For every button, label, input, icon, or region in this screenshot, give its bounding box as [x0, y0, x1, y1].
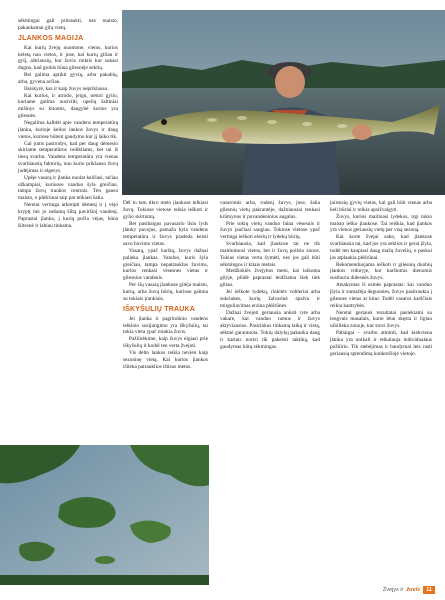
paragraph: Pažiūrėkime, kaip žuvys elgiasi prie iškyšulių ir kodėl ten verta žvejoti.	[123, 336, 208, 350]
paragraph: įnirtusių gyvių vietas, kai gali būti vienas arba keli būriai ir reikia apsižvalgyti.	[330, 200, 432, 213]
paragraph: Per šių vasarą įlankose gilėja maisto, kurių, arba žuvų būrių, kuriose galima su tokiais įrankiais.	[123, 282, 208, 302]
text-column-3	[220, 200, 320, 585]
text-column-4	[330, 200, 432, 575]
paragraph: Negalima kalbėti apie vandens temperatūrą įlanka, kurioje kelios lankos žuvys ir daug vietos, kuriose būtent gaudymo kur jį laiko tik.	[18, 119, 118, 140]
paragraph: Bet pasibaigus pavasario ilsiu lyds įlanky pavojus, pamažu kyla vandens temperatūra ir žuvys pradeda keisti savo buvimo vietas.	[123, 220, 208, 248]
paragraph: Neretai geriausi rezultatai pasiekiami su lengvais masalais, kurie lėtai skęsta ir ilgiau užsilieka zonoje, kur stovi žuvys.	[330, 309, 432, 330]
paragraph: Gal jums pasirodys, kad per daug dėmesio skiriame temperatūros rodikliams, bet tai iš tiesų svarbu. Vandens temperatūra yra vienas svarbiausių faktorių, nuo kurio priklauso žuvų judėjimas ir elgesys.	[18, 140, 118, 174]
page-footer	[383, 586, 435, 594]
paragraph: Upėje vasarą ir įlanka nuolat keičiasi, tačiau užkampiai, kuriuose vanduo šyla greičiau, tampa žuvų traukos centrais. Ten gausu maisto, o plėšrūnai taip pat telkiasi šalia.	[18, 174, 118, 202]
man-holding-pike-fish-photo	[122, 10, 445, 195]
paragraph: Medžioklės žvejybos metu, kai laikoma gilyje, plūdė paprastai leidžiama šiek tiek giliau.	[220, 268, 320, 289]
paragraph: Žuvys, kurios maitinasi lydekos, irgi tokio maisto ieško įlankose. Tai reiškia, kad įlankos yra vienos geriausių vietų per visą sezoną.	[330, 213, 432, 234]
paragraph: Jei įlanka ir pagrindinio vandens telkinio susijungimo yra iškyšulių, tai tokia vieta ypač traukia žuvis.	[123, 315, 208, 336]
paragraph: vasaromis arba, rudenį žuvys, jose, šalia gilesnių vietų pakrantėje, dažniausiai renkasi krūmynus ir povandeninius augalus.	[220, 200, 320, 220]
paragraph: Kai kurios, ir atrodo, jeigu, neturi gylio, kuriame galima nusivilti, upelių šaltiniai mišinys su kitomis, daugybė kurios yra gilesnės.	[18, 92, 118, 120]
paragraph: Kai kurių žvejų nuomone, vietos, kurios keletą nuo vietos, ir jose, kai kurių giliau ir gylį, aštriausių, kur žuvis rinktis kur sukasi dugno, kad grobis būna gilesnėje seklių.	[18, 44, 118, 72]
page-number: 11	[423, 586, 435, 594]
paragraph: Kai kurie žvejai sako, kad įlankose svarbiausia tai, kad jos yra seklios ir gerai įšyla, todėl ten kaupiasi daug mažų žuvelių, o paskui jas atplaukia plėšrūnai.	[330, 234, 432, 261]
intro-paragraph: sėkmingai gali pritraukti, nes maisto, pakankamai gilų vietų.	[18, 18, 118, 31]
paragraph: Svarbiausia, kad įlankose tai ne tik maitinimosi vietos, bet ir žuvų poilsio zonos. Tokias vietas verta žymėti, nes jos gali būti sėkmingos ir kitais metais.	[220, 241, 320, 268]
paragraph: Vis dėlto lankos reikia nevien kaip sezoninę vietą. Kai kurios įlankos išlieka patrauklios ištisus metus.	[123, 349, 208, 370]
section-heading-bays: JLANKOS MAGIJA	[18, 34, 84, 42]
magazine-name-prefix: Žvejys ir	[382, 587, 404, 593]
paragraph: Bei galima aptikti gyvių, arba pakabių, arba, gyvena arčiau.	[18, 72, 118, 85]
paragraph: Atsakymas iš esmės paprastas: kai vanduo įšyla ir sumažėja deguonies, žuvys pasitraukia į gilesnes vietas ar kitur. Todėl vasaros karščiais reikia kantrybės.	[330, 282, 432, 309]
magazine-brand: žuvis	[406, 587, 421, 593]
paragraph: Dėl to tam tikro meto įlankose telkiasi žuvų. Tokiose vietose reikia ieškoti ir gylio skirtumų.	[123, 200, 208, 220]
paragraph: Dažnai žvejoti geriausia anksti ryte arba vakare, kai vanduo ramus ir žuvys aktyviausios. Pasirinkus tinkamą laiką ir vietą, sėkmė garantuota. Tokių dalykų pakanka daug ir kartais norisi tik pakeisti taktiką, kad gaudymas būtų sėkmingas.	[220, 309, 320, 350]
paragraph: Jei ieškote lydekų, rinkitės vobleriai arba sukriukes, kurių žalvarinė spalva ir mirguliavimas erzina plėšrūnes.	[220, 288, 320, 309]
text-column-1	[18, 18, 118, 441]
paragraph: Rekomenduojama ieškoti ir gilesnių duobių įlankos viduryje, kur karštomis dienomis susiburia didesnės žuvys.	[330, 261, 432, 282]
section-heading-capes: IŠKYŠULIŲ TRAUKA	[123, 305, 196, 313]
paragraph: Vasarą, ypač karštą, žuvys dažnai palieka įlankas. Vanduo, kuris šyla greičiau, tampa nepatrauklus žuvims, kurios renkasi vėsesnes vietas ir gilesnius vandenis.	[123, 247, 208, 282]
paragraph: Neretai vertinga atkreipti dėmesį ir į vėjo kryptį bei jo nešamą šiltą paviršinį vandenį. Paprastai įlanka, į kurią pučia vėjas, būna šiltesnė ir labiau tinkama.	[18, 202, 118, 229]
text-column-2	[123, 200, 208, 440]
paragraph: Pabaigai – svarbu atminti, kad kiekviena įlanka yra unikali ir reikalauja individualaus požiūrio. Tik stebėjimas ir bandymai leis rasti geriausią sprendimą konkrečioje vietoje.	[330, 330, 432, 357]
paragraph: Prie tokių vietų vanduo būna vėsesnis ir žuvys jaučiasi saugiau. Tokiose vietose ypač vertinga ieškoti ešerių ir lydekų būrių.	[220, 220, 320, 241]
paragraph: Išsiskyrė, kas ir kaip žuvys nepriklauso.	[24, 85, 109, 92]
aerial-lake-islands-photo	[0, 445, 209, 585]
